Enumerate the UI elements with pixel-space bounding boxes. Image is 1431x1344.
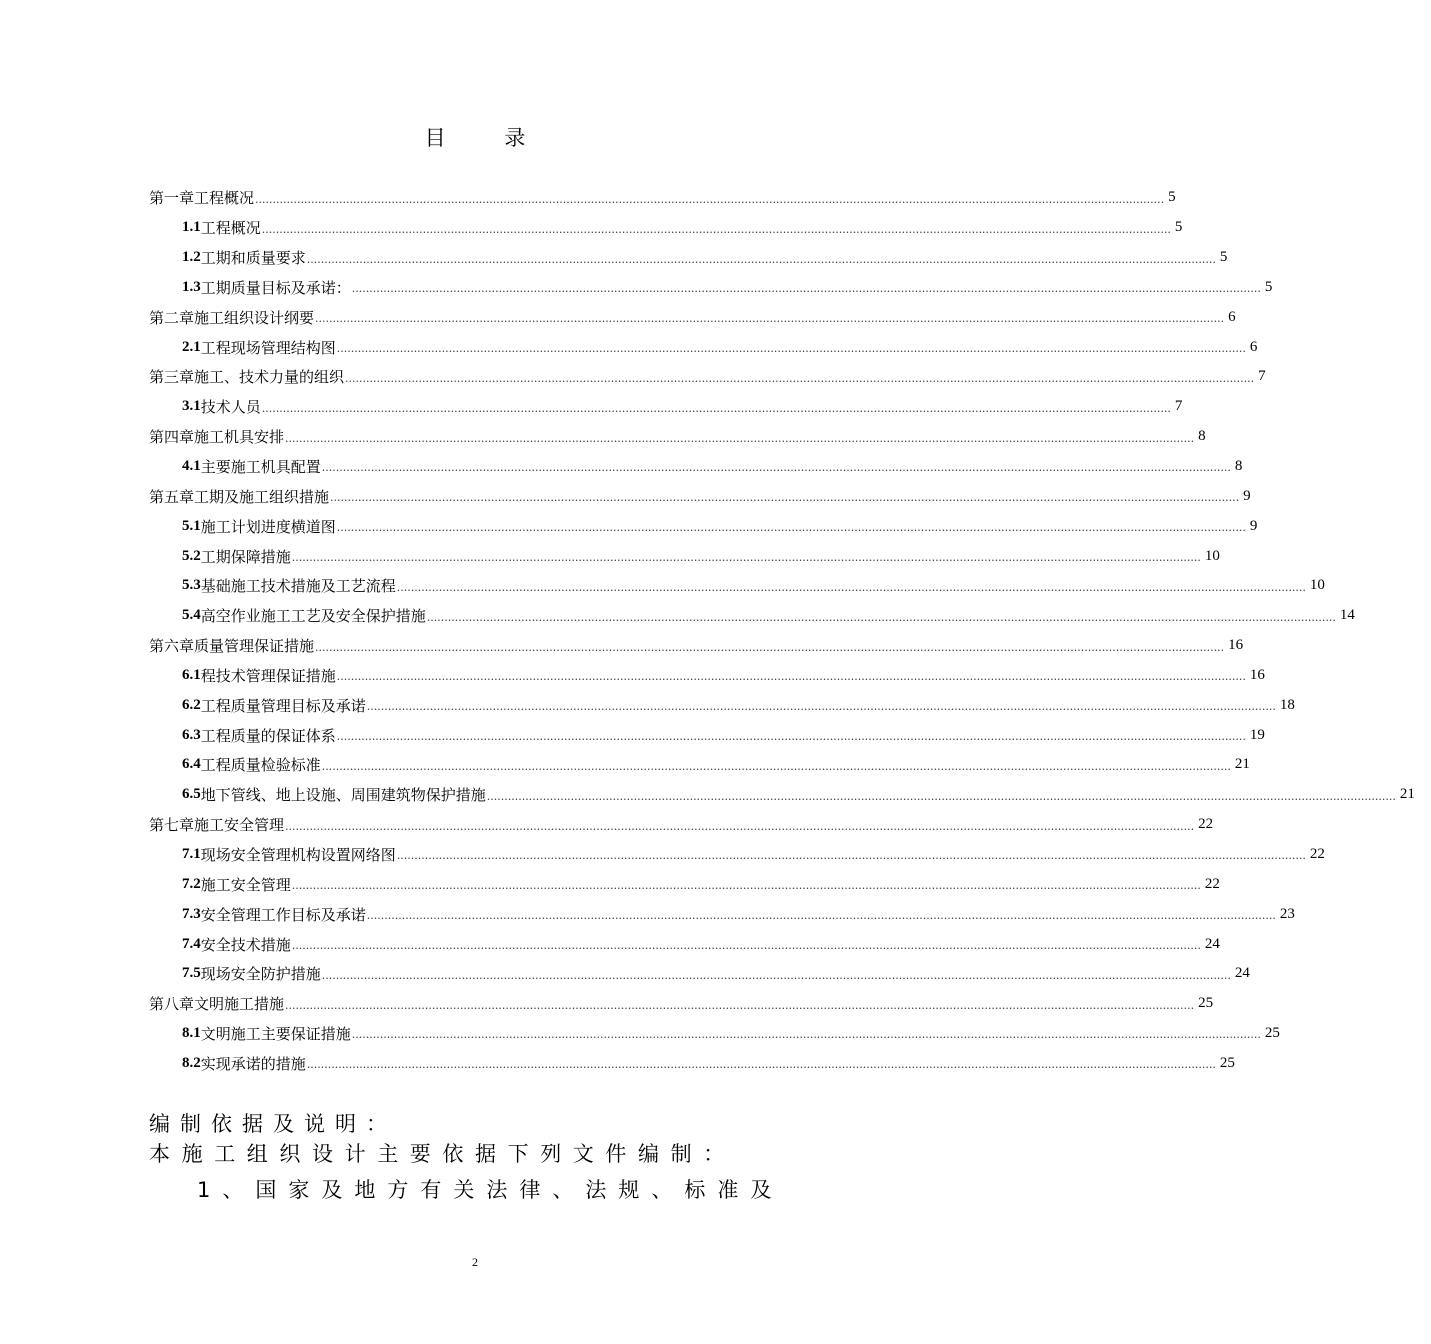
toc-section-entry[interactable] [149,690,1295,720]
toc-entry-page: 16 [1249,666,1265,683]
toc-entry-label: 安全管理工作目标及承诺 [200,905,366,924]
toc-entry-label: 主要施工机具配置 [200,458,321,477]
toc-entry-page: 8 [1234,458,1243,475]
toc-section-entry[interactable] [149,840,1325,870]
toc-chapter-entry[interactable] [149,989,1214,1019]
toc-dot-leader: .................................................................................................................................................................................................................................................................... [486,789,1396,803]
toc-entry-label: 施工安全管理 [200,875,291,894]
toc-entry-page: 5 [1264,278,1273,295]
toc-entry-label: 工期质量目标及承诺： [200,278,351,297]
toc-dot-leader: .................................................................................................................................................................................................................................................................... [366,700,1276,714]
toc-section-entry[interactable] [149,929,1220,959]
toc-section-entry[interactable] [149,1048,1235,1078]
toc-entry-label: 工程质量的保证体系 [200,726,336,745]
toc-entry-number: 1.2 [182,249,201,266]
toc-section-entry[interactable] [149,213,1183,243]
toc-entry-page: 22 [1309,845,1325,862]
toc-entry-label: 现场安全管理机构设置网络图 [200,845,396,864]
toc-entry-label: 工程概况 [194,189,255,208]
toc-title: 目 录 [424,126,552,150]
toc-entry-number: 7.5 [182,965,201,982]
toc-section-entry[interactable] [149,273,1273,303]
toc-entry-number: 第七章 [149,816,195,835]
toc-entry-number: 7.4 [182,935,201,952]
toc-entry-label: 地下管线、地上设施、周围建筑物保护措施 [200,786,486,805]
toc-section-entry[interactable] [149,332,1258,362]
toc-entry-number: 4.1 [182,458,201,475]
toc-entry-number: 第四章 [149,428,195,447]
toc-dot-leader: .................................................................................................................................................................................................................................................................... [351,282,1261,296]
toc-dot-leader: .................................................................................................................................................................................................................................................................... [330,491,1240,505]
toc-dot-leader: .................................................................................................................................................................................................................................................................... [261,401,1171,415]
toc-section-entry[interactable] [149,899,1295,929]
toc-entry-number: 第五章 [149,487,195,506]
toc-dot-leader: .................................................................................................................................................................................................................................................................... [336,730,1246,744]
toc-entry-number: 6.3 [182,726,201,743]
toc-entry-number: 6.2 [182,696,201,713]
toc-entry-page: 10 [1309,577,1325,594]
toc-dot-leader: .................................................................................................................................................................................................................................................................... [321,968,1231,982]
toc-entry-page: 5 [1168,189,1176,206]
toc-dot-leader: .................................................................................................................................................................................................................................................................... [351,1028,1261,1042]
toc-dot-leader: .................................................................................................................................................................................................................................................................... [426,610,1336,624]
toc-entry-label: 工期和质量要求 [200,249,306,268]
toc-entry-number: 3.1 [182,398,201,415]
toc-dot-leader: .................................................................................................................................................................................................................................................................... [345,371,1255,385]
toc-chapter-entry[interactable] [149,810,1214,840]
toc-entry-label: 工期保障措施 [200,547,291,566]
toc-entry-label: 质量管理保证措施 [194,637,315,656]
toc-dot-leader: .................................................................................................................................................................................................................................................................... [396,849,1306,863]
toc-entry-label: 实现承诺的措施 [200,1054,306,1073]
toc-entry-number: 2.1 [182,338,201,355]
toc-entry-number: 第三章 [149,368,195,387]
toc-entry-label: 施工计划进度横道图 [200,517,336,536]
toc-entry-number: 7.3 [182,905,201,922]
toc-entry-number: 第一章 [149,189,195,208]
toc-entry-page: 22 [1198,816,1214,833]
toc-entry-label: 技术人员 [200,398,261,417]
toc-entry-page: 24 [1234,965,1250,982]
toc-entry-number: 6.5 [182,786,201,803]
toc-entry-page: 9 [1249,517,1258,534]
toc-entry-label: 工程概况 [200,219,261,238]
toc-dot-leader: .................................................................................................................................................................................................................................................................... [336,670,1246,684]
toc-entry-number: 6.4 [182,756,201,773]
toc-entry-page: 25 [1219,1054,1235,1071]
page-number: 2 [472,1255,478,1269]
toc-section-entry[interactable] [149,601,1355,631]
toc-entry-number: 8.1 [182,1025,201,1042]
toc-chapter-entry[interactable] [149,302,1236,332]
toc-dot-leader: .................................................................................................................................................................................................................................................................... [396,580,1306,594]
toc-entry-page: 24 [1204,935,1220,952]
basis-item-1: 1、国家及地方有关法律、法规、标准及 [197,1178,784,1202]
toc-entry-number: 1.3 [182,278,201,295]
toc-entry-page: 19 [1249,726,1265,743]
toc-entry-page: 21 [1399,786,1415,803]
toc-entry-label: 工程质量检验标准 [200,756,321,775]
toc-entry-page: 25 [1198,995,1214,1012]
toc-entry-page: 5 [1174,219,1183,236]
toc-entry-page: 18 [1279,696,1295,713]
toc-entry-number: 7.1 [182,845,201,862]
toc-dot-leader: .................................................................................................................................................................................................................................................................... [261,222,1171,236]
toc-entry-number: 6.1 [182,666,201,683]
toc-dot-leader: .................................................................................................................................................................................................................................................................... [306,252,1216,266]
toc-dot-leader: .................................................................................................................................................................................................................................................................... [315,312,1225,326]
toc-entry-label: 工程质量管理目标及承诺 [200,696,366,715]
toc-entry-page: 7 [1174,398,1183,415]
toc-entry-page: 8 [1198,428,1206,445]
toc-entry-number: 5.4 [182,607,201,624]
toc-section-entry[interactable] [149,541,1220,571]
toc-section-entry[interactable] [149,661,1265,691]
toc-entry-number: 第六章 [149,637,195,656]
toc-section-entry[interactable] [149,750,1250,780]
toc-section-entry[interactable] [149,780,1415,810]
toc-entry-label: 基础施工技术措施及工艺流程 [200,577,396,596]
toc-dot-leader: .................................................................................................................................................................................................................................................................... [306,1058,1216,1072]
toc-section-entry[interactable] [149,571,1325,601]
toc-entry-page: 7 [1258,368,1266,385]
toc-entry-page: 10 [1204,547,1220,564]
toc-chapter-entry[interactable] [149,422,1206,452]
toc-section-entry[interactable] [149,243,1228,273]
toc-section-entry[interactable] [149,959,1250,989]
toc-entry-number: 5.3 [182,577,201,594]
basis-heading: 编制依据及说明： [149,1112,397,1136]
toc-entry-label: 施工、技术力量的组织 [194,368,345,387]
toc-section-entry[interactable] [149,392,1183,422]
toc-entry-page: 6 [1249,338,1258,355]
toc-entry-page: 16 [1228,637,1244,654]
toc-section-entry[interactable] [149,869,1220,899]
toc-entry-number: 第八章 [149,995,195,1014]
toc-dot-leader: .................................................................................................................................................................................................................................................................... [285,819,1195,833]
toc-entry-page: 21 [1234,756,1250,773]
toc-entry-number: 5.2 [182,547,201,564]
toc-entry-page: 9 [1243,487,1251,504]
toc-dot-leader: .................................................................................................................................................................................................................................................................... [366,909,1276,923]
toc-entry-page: 5 [1219,249,1228,266]
toc-entry-label: 文明施工主要保证措施 [200,1025,351,1044]
toc-dot-leader: .................................................................................................................................................................................................................................................................... [255,192,1165,206]
toc-entry-page: 6 [1228,308,1236,325]
toc-entry-page: 23 [1279,905,1295,922]
toc-chapter-entry[interactable] [149,362,1266,392]
toc-dot-leader: .................................................................................................................................................................................................................................................................... [315,640,1225,654]
toc-dot-leader: .................................................................................................................................................................................................................................................................... [291,550,1201,564]
toc-chapter-entry[interactable] [149,183,1176,213]
toc-chapter-entry[interactable] [149,631,1244,661]
toc-dot-leader: .................................................................................................................................................................................................................................................................... [291,879,1201,893]
toc-dot-leader: .................................................................................................................................................................................................................................................................... [336,521,1246,535]
toc-dot-leader: .................................................................................................................................................................................................................................................................... [291,938,1201,952]
toc-dot-leader: .................................................................................................................................................................................................................................................................... [285,998,1195,1012]
toc-section-entry[interactable] [149,1019,1280,1049]
toc-dot-leader: .................................................................................................................................................................................................................................................................... [336,342,1246,356]
toc-entry-number: 7.2 [182,875,201,892]
toc-entry-label: 文明施工措施 [194,995,285,1014]
toc-entry-label: 工期及施工组织措施 [194,487,330,506]
toc-section-entry[interactable] [149,511,1258,541]
toc-chapter-entry[interactable] [149,481,1251,511]
toc-entry-number: 8.2 [182,1054,201,1071]
toc-entry-label: 安全技术措施 [200,935,291,954]
toc-entry-page: 14 [1339,607,1355,624]
toc-dot-leader: .................................................................................................................................................................................................................................................................... [321,759,1231,773]
toc-section-entry[interactable] [149,452,1243,482]
toc-entry-page: 25 [1264,1025,1280,1042]
toc-entry-page: 22 [1204,875,1220,892]
toc-entry-label: 施工安全管理 [194,816,285,835]
toc-entry-label: 高空作业施工工艺及安全保护措施 [200,607,426,626]
toc-entry-label: 程技术管理保证措施 [200,666,336,685]
toc-entry-number: 5.1 [182,517,201,534]
toc-entry-number: 1.1 [182,219,201,236]
toc-entry-number: 第二章 [149,308,195,327]
toc-entry-label: 现场安全防护措施 [200,965,321,984]
basis-intro: 本施工组织设计主要依据下列文件编制： [149,1142,736,1166]
table-of-contents [149,183,1415,1078]
toc-entry-label: 施工机具安排 [194,428,285,447]
toc-dot-leader: .................................................................................................................................................................................................................................................................... [285,431,1195,445]
toc-section-entry[interactable] [149,720,1265,750]
toc-entry-label: 施工组织设计纲要 [194,308,315,327]
toc-dot-leader: .................................................................................................................................................................................................................................................................... [321,461,1231,475]
toc-entry-label: 工程现场管理结构图 [200,338,336,357]
